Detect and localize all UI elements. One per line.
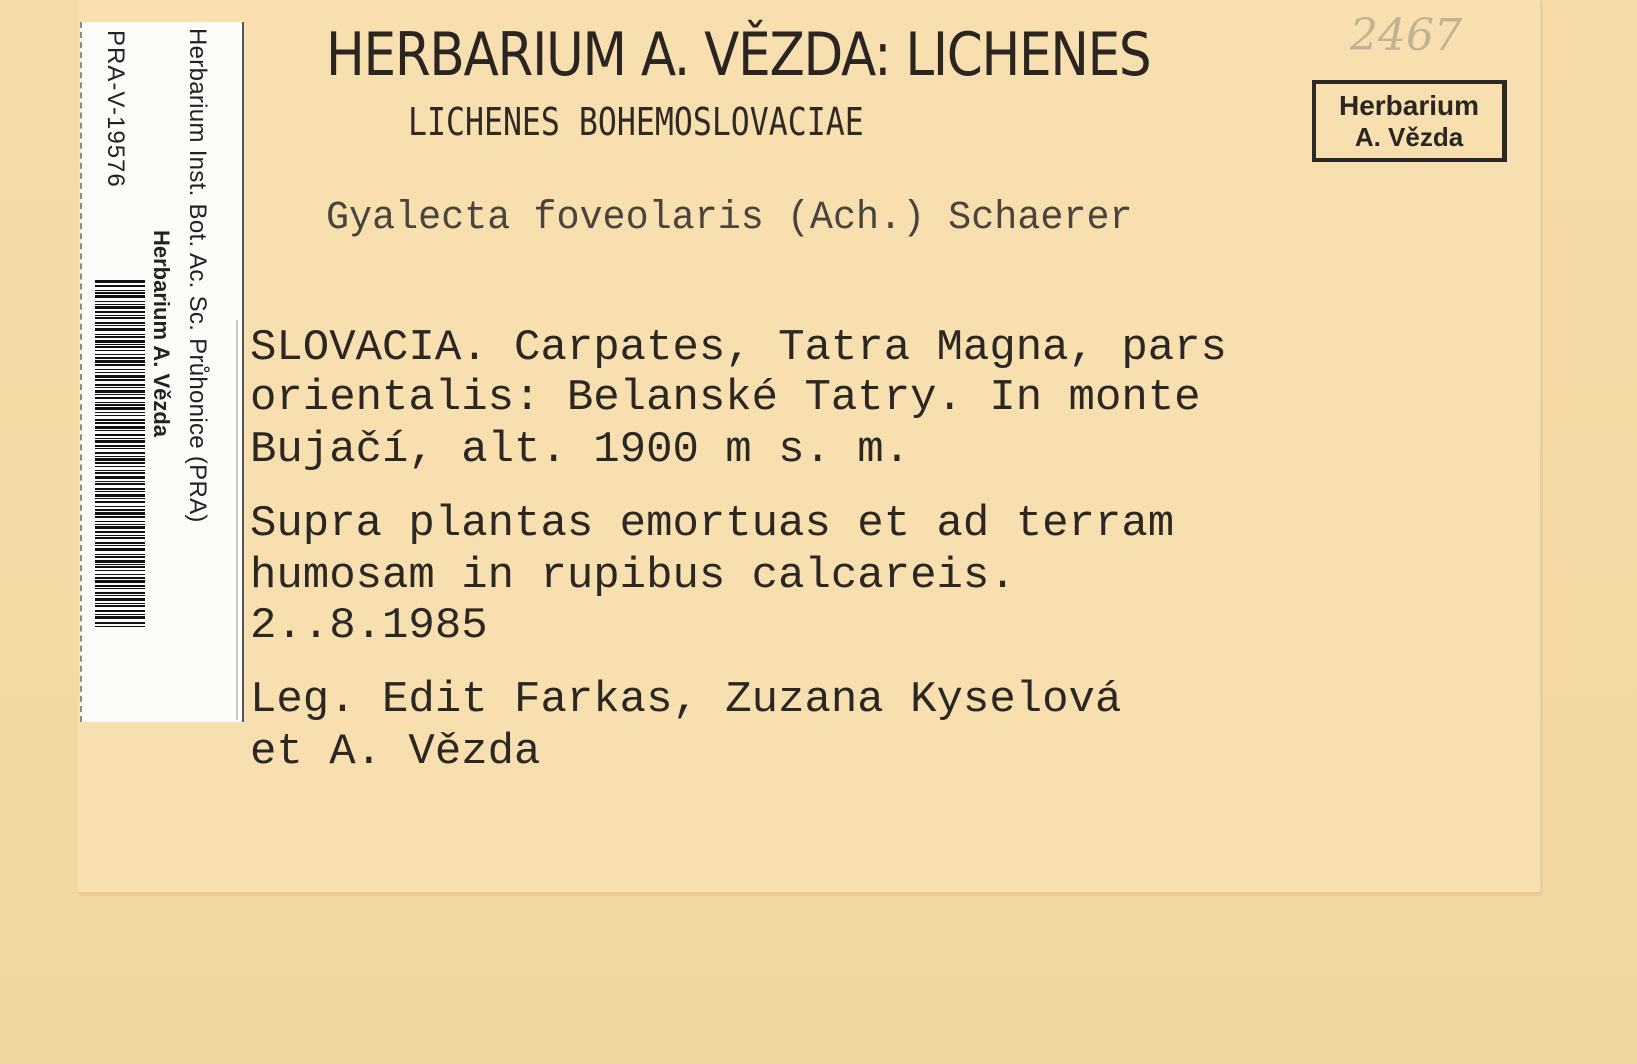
barcode-bar <box>95 626 145 627</box>
barcode-bar <box>95 577 145 579</box>
stamp-line-2: A. Vězda <box>1354 122 1464 152</box>
barcode-bar <box>95 506 145 507</box>
barcode-bar <box>95 304 145 305</box>
barcode-bar <box>95 334 145 335</box>
barcode-bar <box>95 614 145 615</box>
barcode-bar <box>95 483 145 485</box>
barcode-bar <box>95 438 145 439</box>
barcode-bar <box>95 301 145 302</box>
barcode-bar <box>95 564 145 565</box>
barcode-bar <box>95 458 145 461</box>
barcode-bar <box>95 466 145 467</box>
collection-date: 2..8.1985 <box>250 601 488 651</box>
barcode-bar <box>95 605 145 607</box>
barcode-bar <box>95 290 145 291</box>
barcode-bar <box>95 292 145 294</box>
barcode-bar <box>95 407 145 410</box>
collector-line-2: et A. Vězda <box>250 727 541 777</box>
barcode-bar <box>95 622 145 624</box>
barcode-bar <box>95 280 145 283</box>
barcode-bar <box>95 325 145 326</box>
barcode-bar <box>95 481 145 482</box>
barcode-bar <box>95 501 145 503</box>
barcode-bar <box>95 545 145 546</box>
barcode-bar <box>95 476 145 479</box>
barcode-bar <box>95 488 145 490</box>
barcode-bar <box>95 315 145 316</box>
barcode-bar <box>95 554 145 555</box>
barcode-bar <box>95 322 145 324</box>
stamp-line-1: Herbarium <box>1338 90 1480 121</box>
barcode-bar <box>95 595 145 596</box>
barcode-bar <box>95 402 145 403</box>
label-subtitle: LICHENES BOHEMOSLOVACIAE <box>408 100 864 144</box>
barcode-bar <box>95 340 145 343</box>
barcode-bar <box>95 598 145 601</box>
barcode-bar <box>95 588 145 589</box>
barcode-bar <box>95 375 145 378</box>
barcode-bar <box>95 526 145 529</box>
barcode-bar <box>95 412 145 413</box>
barcode-bar <box>95 379 145 381</box>
barcode-bar <box>95 585 145 587</box>
barcode-bar <box>95 570 145 571</box>
barcode-bar <box>95 387 145 388</box>
barcode-bar <box>95 531 145 533</box>
barcode-bar <box>95 592 145 594</box>
barcode-bar <box>95 445 145 447</box>
barcode-bar <box>95 537 145 539</box>
barcode-bar <box>95 452 145 454</box>
barcode-bar <box>95 369 145 370</box>
barcode-bar <box>95 311 145 313</box>
barcode-bar <box>95 285 145 287</box>
barcode-bar <box>95 306 145 309</box>
barcode-bar <box>95 440 145 443</box>
barcode-bar <box>95 397 145 399</box>
barcode-bar <box>95 350 145 351</box>
barcode-bar <box>95 560 145 563</box>
barcode-bar <box>95 295 145 298</box>
barcode-bar <box>95 574 145 575</box>
barcode-bar <box>95 472 145 474</box>
habitat-line-2: humosam in rupibus calcareis. <box>250 551 1016 601</box>
barcode-bar <box>95 404 145 406</box>
barcode-bar <box>95 430 145 431</box>
collector-line-1: Leg. Edit Farkas, Zuzana Kyselová <box>250 675 1122 725</box>
barcode-bar <box>95 372 145 373</box>
label-title: HERBARIUM A. VĚZDA: LICHENES <box>326 20 1151 90</box>
herbarium-name-text: Herbarium A. Vězda <box>149 230 174 438</box>
barcode-bar <box>95 422 145 424</box>
barcode-bar <box>95 509 145 511</box>
barcode-bar <box>95 535 145 536</box>
barcode-bar <box>95 317 145 319</box>
barcode-bar <box>95 357 145 359</box>
barcode-bar <box>95 548 145 551</box>
barcode-bar <box>95 344 145 345</box>
habitat-line-1: Supra plantas emortuas et ad terram <box>250 499 1175 549</box>
barcode-bar <box>95 415 145 416</box>
pencil-number: 2467 <box>1350 10 1462 61</box>
barcode-bar <box>95 516 145 518</box>
barcode-bar <box>95 354 145 355</box>
locality-line-3: Bujačí, alt. 1900 m s. m. <box>250 425 911 475</box>
barcode-bar <box>95 336 145 338</box>
barcode-bar <box>95 434 145 436</box>
barcode-bar <box>95 419 145 421</box>
locality-line-2: orientalis: Belanské Tatry. In monte <box>250 373 1201 423</box>
barcode-bar <box>95 610 145 612</box>
barcode-bar <box>95 462 145 464</box>
species-name: Gyalecta foveolaris (Ach.) Schaerer <box>326 196 1133 241</box>
barcode-bar <box>95 448 145 449</box>
herbarium-stamp <box>1312 80 1507 162</box>
barcode-bar <box>95 512 145 515</box>
barcode-bar <box>95 521 145 522</box>
barcode-bar <box>95 470 145 471</box>
barcode-bar <box>95 580 145 583</box>
barcode-bar <box>95 542 145 544</box>
barcode-bar <box>95 498 145 499</box>
specimen-id-text: PRA-V-19576 <box>102 30 129 188</box>
barcode-bar <box>95 394 145 395</box>
locality-line-1: SLOVACIA. Carpates, Tatra Magna, pars <box>250 323 1227 373</box>
barcode-bar <box>95 616 145 619</box>
barcode-bar <box>95 491 145 492</box>
barcode-bar <box>95 360 145 363</box>
barcode-bar <box>95 494 145 497</box>
barcode-bar <box>95 456 145 457</box>
barcode-bar <box>95 556 145 558</box>
barcode-bar <box>95 384 145 386</box>
barcode-bar <box>95 390 145 393</box>
barcode-bar <box>95 364 145 366</box>
barcode-bar <box>95 603 145 604</box>
barcode <box>95 280 145 692</box>
barcode-bar <box>95 426 145 429</box>
barcode-bar <box>95 328 145 331</box>
left-margin-line <box>236 320 238 720</box>
institution-text: Herbarium Inst. Bot. Ac. Sc. Průhonice (PRA) <box>184 28 211 523</box>
barcode-bar <box>95 346 145 348</box>
barcode-bar <box>95 524 145 525</box>
barcode-bar <box>95 566 145 568</box>
